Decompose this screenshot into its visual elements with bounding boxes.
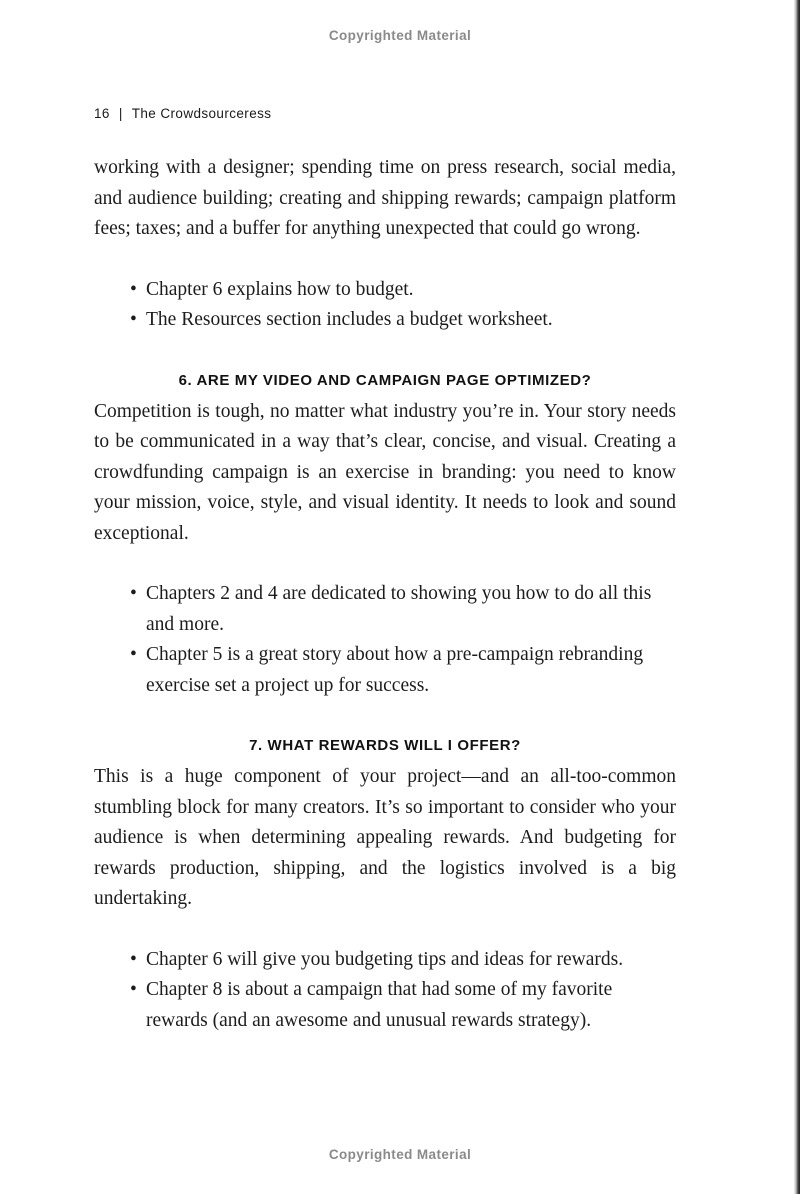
list-item (130, 945, 676, 976)
list-item (130, 275, 676, 306)
header-separator: | (118, 106, 123, 121)
section-heading: 6. ARE MY VIDEO AND CAMPAIGN PAGE OPTIMIZED? (178, 371, 592, 389)
bullet-list (130, 275, 676, 336)
list-item (130, 579, 676, 640)
list-item (130, 640, 676, 701)
page-body (94, 153, 676, 1066)
bullet-marker: • (130, 309, 137, 330)
bullet-marker: • (130, 278, 137, 300)
page-edge-shadow (794, 0, 800, 1194)
bullet-text: Chapter 8 is about a campaign that had some of my favorite rewards (and an awesome and unusual rewards strategy). (146, 979, 613, 1031)
paragraph: This is a huge component of your project—and an all-too-common stumbling block for many creators. It’s so important to consider who your audience is when determining appealing rewards. And budgeting for rewards production, shipping, and the logistics involved is a big undertaking. (94, 766, 676, 909)
bullet-list (130, 579, 676, 701)
bullet-list (130, 945, 676, 1037)
bullet-text: Chapter 5 is a great story about how a pre-campaign rebranding exercise set a project up for success. (146, 644, 644, 696)
copyright-notice-top: Copyrighted Material (328, 28, 472, 43)
bullet-marker: • (130, 948, 137, 970)
book-title: The Crowdsourceress (131, 106, 272, 121)
page-header (94, 106, 271, 121)
list-item (130, 305, 676, 336)
bullet-marker: • (130, 979, 137, 1000)
copyright-notice-bottom: Copyrighted Material (328, 1147, 472, 1162)
list-item (130, 975, 676, 1036)
section-heading: 7. WHAT REWARDS WILL I OFFER? (249, 737, 521, 754)
paragraph: working with a designer; spending time on press research, social media, and audience building; creating and shipping rewards; campaign platform fees; taxes; and a buffer for anything unexpected that could go wrong. (94, 157, 676, 239)
bullet-marker: • (130, 644, 137, 665)
bullet-text: Chapter 6 will give you budgeting tips and ideas for rewards. (146, 948, 624, 970)
page-number: 16 (94, 106, 110, 121)
bullet-marker: • (130, 583, 137, 604)
bullet-text: The Resources section includes a budget worksheet. (146, 309, 553, 330)
bullet-text: Chapters 2 and 4 are dedicated to showing you how to do all this and more. (146, 583, 652, 635)
paragraph: Competition is tough, no matter what industry you’re in. Your story needs to be communicated in a way that’s clear, concise, and visual. Creating a crowdfunding campaign is an exercise in branding: you need to know your mission, voice, style, and visual identity. It needs to look and sound exceptional. (94, 400, 676, 544)
bullet-text: Chapter 6 explains how to budget. (146, 278, 414, 300)
